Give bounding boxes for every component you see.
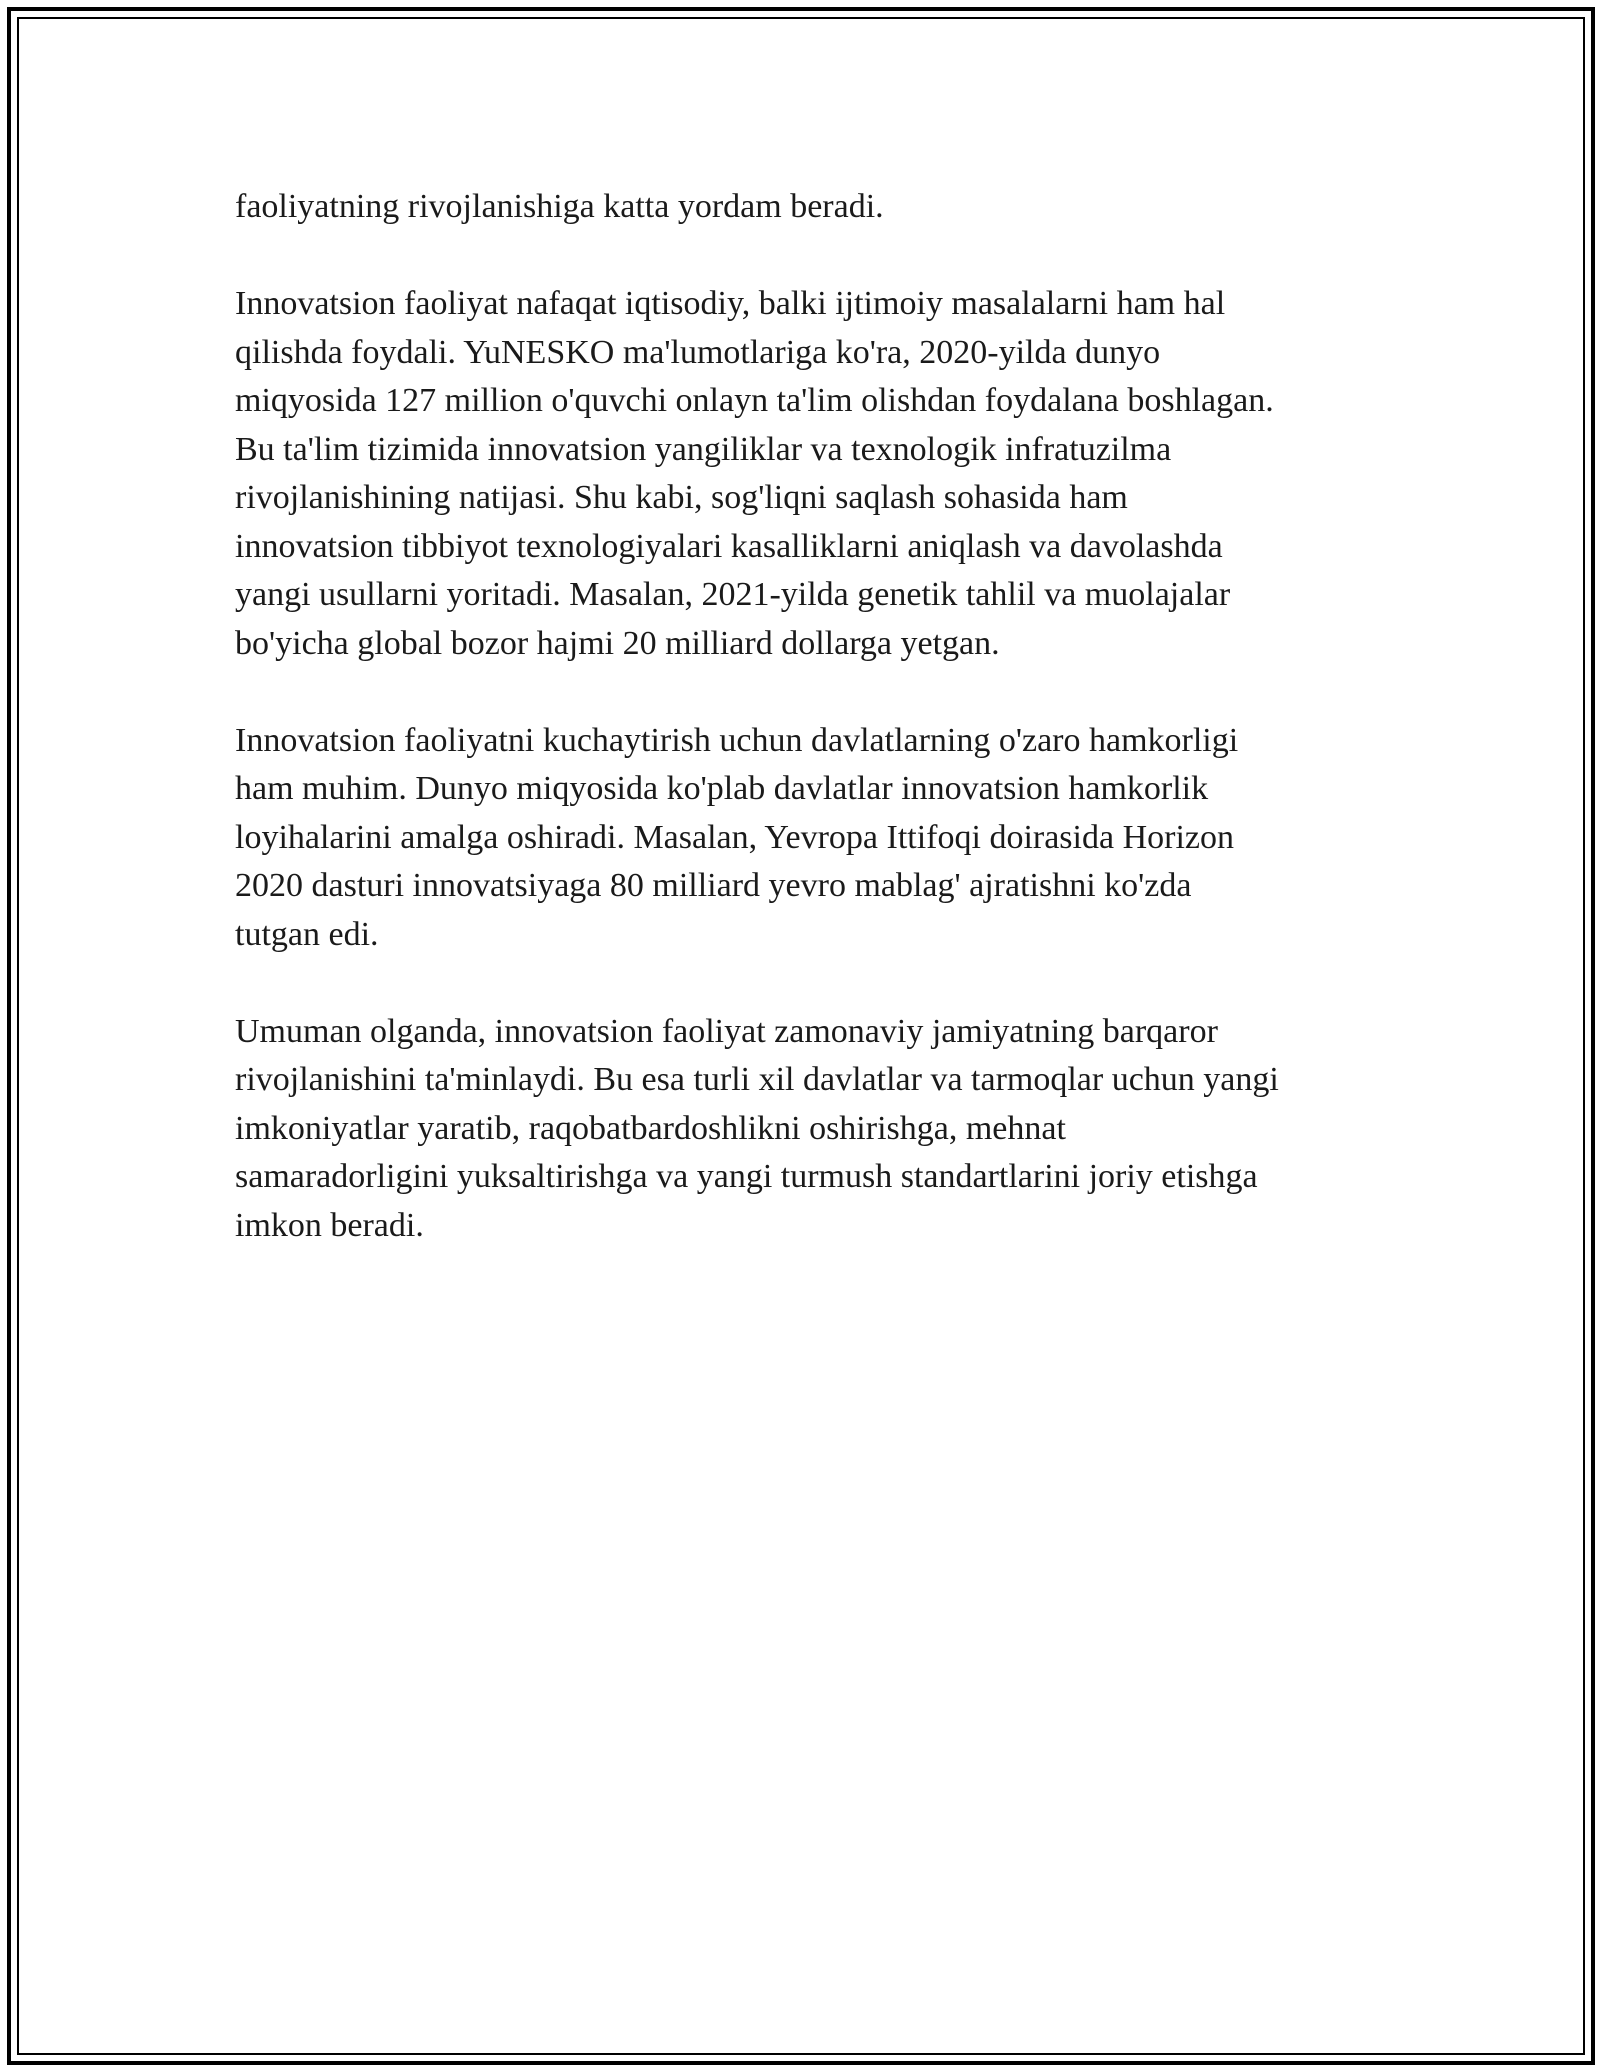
document-body <box>235 183 1375 1299</box>
text-line: loyihalarini amalga oshiradi. Masalan, Yevropa Ittifoqi doirasida Horizon <box>235 818 1234 856</box>
text-line: bo'yicha global bozor hajmi 20 milliard dollarga yetgan. <box>235 624 1000 662</box>
paragraph-2 <box>235 280 1375 668</box>
text-line: Bu ta'lim tizimida innovatsion yangiliklar va texnologik infratuzilma <box>235 430 1172 468</box>
text-line: rivojlanishining natijasi. Shu kabi, sog'liqni saqlash sohasida ham <box>235 479 1128 516</box>
paragraph-1 <box>235 183 1375 232</box>
text-line: rivojlanishini ta'minlaydi. Bu esa turli xil davlatlar va tarmoqlar uchun yangi <box>235 1061 1279 1098</box>
paragraph-3 <box>235 717 1375 960</box>
text-line: miqyosida 127 million o'quvchi onlayn ta'lim olishdan foydalana boshlagan. <box>235 382 1274 419</box>
text-line: qilishda foydali. YuNESKO ma'lumotlariga ko'ra, 2020-yilda dunyo <box>235 333 1161 371</box>
text-line: tutgan edi. <box>235 915 379 953</box>
text-line: Innovatsion faoliyatni kuchaytirish uchun davlatlarning o'zaro hamkorligi <box>235 721 1239 759</box>
text-line: ham muhim. Dunyo miqyosida ko'plab davlatlar innovatsion hamkorlik <box>235 770 1209 807</box>
text-line: 2020 dasturi innovatsiyaga 80 milliard yevro mablag' ajratishni ko'zda <box>235 867 1192 904</box>
text-line: Innovatsion faoliyat nafaqat iqtisodiy, balki ijtimoiy masalalarni ham hal <box>235 285 1226 322</box>
paragraph-4 <box>235 1008 1375 1251</box>
text-line: faoliyatning rivojlanishiga katta yordam beradi. <box>235 188 884 225</box>
text-line: samaradorligini yuksaltirishga va yangi turmush standartlarini joriy etishga <box>235 1158 1258 1195</box>
text-line: imkoniyatlar yaratib, raqobatbardoshlikni oshirishga, mehnat <box>235 1109 1066 1147</box>
text-line: innovatsion tibbiyot texnologiyalari kasalliklarni aniqlash va davolashda <box>235 527 1223 565</box>
text-line: yangi usullarni yoritadi. Masalan, 2021-yilda genetik tahlil va muolajalar <box>235 576 1231 613</box>
text-line: Umuman olganda, innovatsion faoliyat zamonaviy jamiyatning barqaror <box>235 1012 1218 1050</box>
text-line: imkon beradi. <box>235 1206 424 1244</box>
